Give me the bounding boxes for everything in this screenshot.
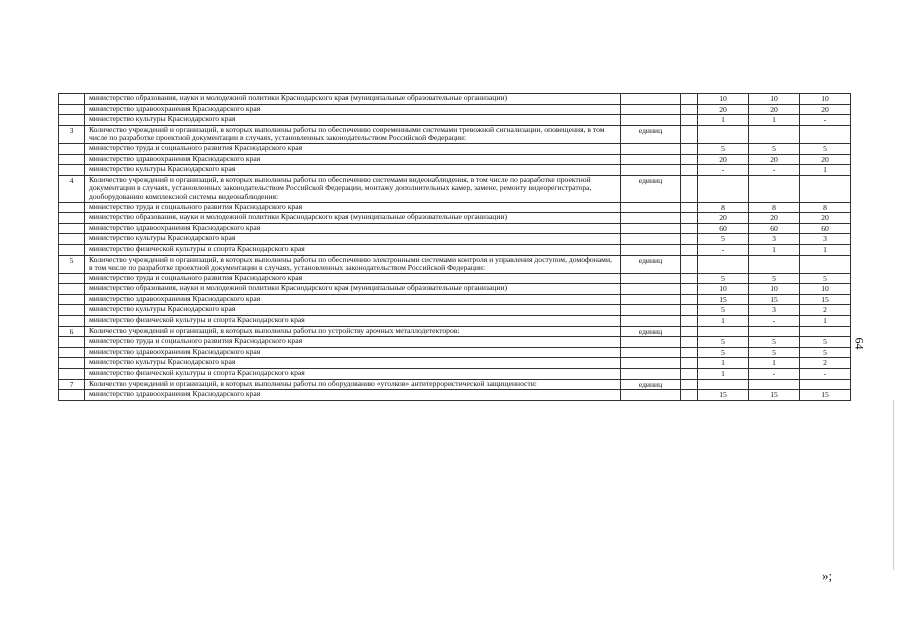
row-unit bbox=[621, 294, 681, 305]
row-value-1 bbox=[698, 175, 749, 202]
row-number bbox=[59, 390, 85, 401]
row-value-2: 1 bbox=[749, 244, 800, 255]
row-unit bbox=[621, 143, 681, 154]
row-gap bbox=[681, 255, 698, 273]
row-value-3: - bbox=[800, 115, 851, 126]
row-number: 5 bbox=[59, 255, 85, 273]
row-description: министерство здравоохранения Краснодарского края bbox=[85, 104, 621, 115]
row-unit: единиц bbox=[621, 255, 681, 273]
row-unit bbox=[621, 358, 681, 369]
ministry-row bbox=[59, 358, 851, 369]
row-gap bbox=[681, 284, 698, 295]
row-value-2: 5 bbox=[749, 337, 800, 348]
row-value-3: 8 bbox=[800, 202, 851, 213]
indicators-table bbox=[58, 93, 851, 401]
row-description: министерство физической культуры и спорта Краснодарского края bbox=[85, 369, 621, 380]
row-value-2: 3 bbox=[749, 305, 800, 316]
row-value-2: - bbox=[749, 369, 800, 380]
row-description: министерство образования, науки и молодежной политики Краснодарского края (муниципальные образовательные организации) bbox=[85, 284, 621, 295]
row-description: Количество учреждений и организаций, в которых выполнены работы по оборудованию «уголков» антитеррористической защищенности: bbox=[85, 379, 621, 390]
row-description: министерство физической культуры и спорта Краснодарского края bbox=[85, 244, 621, 255]
row-value-1: 10 bbox=[698, 94, 749, 105]
row-unit bbox=[621, 104, 681, 115]
indicator-row bbox=[59, 175, 851, 202]
row-value-1: 5 bbox=[698, 234, 749, 245]
row-unit bbox=[621, 154, 681, 165]
indicator-row bbox=[59, 125, 851, 143]
row-value-3: 2 bbox=[800, 358, 851, 369]
row-value-3: 5 bbox=[800, 347, 851, 358]
row-value-2 bbox=[749, 255, 800, 273]
row-unit bbox=[621, 369, 681, 380]
ministry-row bbox=[59, 347, 851, 358]
row-value-2: 1 bbox=[749, 358, 800, 369]
row-description: министерство здравоохранения Краснодарского края bbox=[85, 154, 621, 165]
row-unit bbox=[621, 115, 681, 126]
row-unit: единиц bbox=[621, 326, 681, 337]
row-number bbox=[59, 284, 85, 295]
row-value-2: 20 bbox=[749, 213, 800, 224]
row-description: министерство здравоохранения Краснодарского края bbox=[85, 223, 621, 234]
row-gap bbox=[681, 154, 698, 165]
row-value-1: 1 bbox=[698, 115, 749, 126]
ministry-row bbox=[59, 165, 851, 176]
row-value-2 bbox=[749, 175, 800, 202]
row-value-2: - bbox=[749, 316, 800, 327]
row-value-2: 1 bbox=[749, 115, 800, 126]
row-number bbox=[59, 234, 85, 245]
row-unit bbox=[621, 390, 681, 401]
row-description: Количество учреждений и организаций, в которых выполнены работы по обеспечению электронными системами контроля и управления доступом, домофонами, в том числе по разработке проектной документации в случаях, установленных законодательством Российской Федерации: bbox=[85, 255, 621, 273]
row-gap bbox=[681, 175, 698, 202]
row-value-2: 8 bbox=[749, 202, 800, 213]
row-gap bbox=[681, 358, 698, 369]
ministry-row bbox=[59, 154, 851, 165]
ministry-row bbox=[59, 390, 851, 401]
row-gap bbox=[681, 294, 698, 305]
row-number: 3 bbox=[59, 125, 85, 143]
row-unit bbox=[621, 223, 681, 234]
row-value-2: - bbox=[749, 165, 800, 176]
row-value-3: 1 bbox=[800, 244, 851, 255]
row-description: Количество учреждений и организаций, в которых выполнены работы по обеспечению современными системами тревожной сигнализации, оповещения, в том числе по разработке проектной документации в случаях, установленных законодательством Российской Федерации: bbox=[85, 125, 621, 143]
row-value-3: 5 bbox=[800, 337, 851, 348]
row-unit bbox=[621, 316, 681, 327]
row-description: министерство культуры Краснодарского края bbox=[85, 358, 621, 369]
row-gap bbox=[681, 115, 698, 126]
row-gap bbox=[681, 94, 698, 105]
row-unit bbox=[621, 305, 681, 316]
row-unit bbox=[621, 284, 681, 295]
row-value-1: 20 bbox=[698, 104, 749, 115]
row-value-1: 15 bbox=[698, 294, 749, 305]
row-number bbox=[59, 104, 85, 115]
row-value-3: 15 bbox=[800, 294, 851, 305]
table-body bbox=[59, 94, 851, 401]
row-value-1: 20 bbox=[698, 213, 749, 224]
row-number: 7 bbox=[59, 379, 85, 390]
row-value-3: 15 bbox=[800, 390, 851, 401]
row-gap bbox=[681, 347, 698, 358]
row-value-3: 3 bbox=[800, 234, 851, 245]
ministry-row bbox=[59, 305, 851, 316]
row-value-3 bbox=[800, 175, 851, 202]
row-unit: единиц bbox=[621, 125, 681, 143]
row-value-1: 5 bbox=[698, 273, 749, 284]
row-description: министерство культуры Краснодарского края bbox=[85, 305, 621, 316]
row-value-1: 1 bbox=[698, 358, 749, 369]
ministry-row bbox=[59, 115, 851, 126]
row-value-1: - bbox=[698, 165, 749, 176]
ministry-row bbox=[59, 273, 851, 284]
row-gap bbox=[681, 104, 698, 115]
row-gap bbox=[681, 316, 698, 327]
row-number bbox=[59, 165, 85, 176]
row-unit bbox=[621, 94, 681, 105]
ministry-row bbox=[59, 234, 851, 245]
row-gap bbox=[681, 223, 698, 234]
row-description: министерство здравоохранения Краснодарского края bbox=[85, 347, 621, 358]
row-number bbox=[59, 213, 85, 224]
row-value-1: 5 bbox=[698, 337, 749, 348]
row-description: министерство труда и социального развития Краснодарского края bbox=[85, 202, 621, 213]
row-value-3 bbox=[800, 379, 851, 390]
row-description: министерство культуры Краснодарского края bbox=[85, 115, 621, 126]
row-unit: единиц bbox=[621, 175, 681, 202]
row-unit bbox=[621, 347, 681, 358]
row-number: 6 bbox=[59, 326, 85, 337]
row-number bbox=[59, 223, 85, 234]
row-gap bbox=[681, 337, 698, 348]
row-description: министерство культуры Краснодарского края bbox=[85, 165, 621, 176]
row-description: Количество учреждений и организаций, в которых выполнены работы по устройству арочных металлодетекторов: bbox=[85, 326, 621, 337]
row-value-3: 60 bbox=[800, 223, 851, 234]
row-value-1 bbox=[698, 326, 749, 337]
row-description: министерство образования, науки и молодежной политики Краснодарского края (муниципальные образовательные организации) bbox=[85, 213, 621, 224]
row-number bbox=[59, 244, 85, 255]
row-value-3: 5 bbox=[800, 143, 851, 154]
row-value-3: 5 bbox=[800, 273, 851, 284]
row-value-2: 20 bbox=[749, 104, 800, 115]
row-gap bbox=[681, 305, 698, 316]
row-value-1: 5 bbox=[698, 347, 749, 358]
row-gap bbox=[681, 273, 698, 284]
ministry-row bbox=[59, 284, 851, 295]
row-description: министерство физической культуры и спорта Краснодарского края bbox=[85, 316, 621, 327]
ministry-row bbox=[59, 213, 851, 224]
indicator-row bbox=[59, 255, 851, 273]
row-value-1: 5 bbox=[698, 143, 749, 154]
row-value-1 bbox=[698, 125, 749, 143]
row-value-3: 1 bbox=[800, 165, 851, 176]
row-value-1 bbox=[698, 379, 749, 390]
row-value-2: 3 bbox=[749, 234, 800, 245]
row-description: министерство культуры Краснодарского края bbox=[85, 234, 621, 245]
row-value-3: 10 bbox=[800, 94, 851, 105]
ministry-row bbox=[59, 337, 851, 348]
ministry-row bbox=[59, 104, 851, 115]
row-gap bbox=[681, 244, 698, 255]
row-unit: единиц bbox=[621, 379, 681, 390]
row-gap bbox=[681, 165, 698, 176]
row-number bbox=[59, 369, 85, 380]
row-gap bbox=[681, 390, 698, 401]
row-value-2 bbox=[749, 125, 800, 143]
row-value-2: 15 bbox=[749, 390, 800, 401]
ministry-row bbox=[59, 294, 851, 305]
ministry-row bbox=[59, 316, 851, 327]
margin-line bbox=[893, 400, 894, 570]
row-value-2: 5 bbox=[749, 143, 800, 154]
row-value-3 bbox=[800, 326, 851, 337]
row-value-3: 2 bbox=[800, 305, 851, 316]
row-value-2: 60 bbox=[749, 223, 800, 234]
row-value-3: 10 bbox=[800, 284, 851, 295]
row-unit bbox=[621, 202, 681, 213]
row-value-2: 5 bbox=[749, 273, 800, 284]
row-value-3: - bbox=[800, 369, 851, 380]
row-value-3 bbox=[800, 125, 851, 143]
row-value-2 bbox=[749, 379, 800, 390]
row-value-1: 20 bbox=[698, 154, 749, 165]
row-value-2 bbox=[749, 326, 800, 337]
row-number bbox=[59, 154, 85, 165]
row-value-1: 8 bbox=[698, 202, 749, 213]
row-number bbox=[59, 305, 85, 316]
row-number bbox=[59, 347, 85, 358]
row-value-1: 10 bbox=[698, 284, 749, 295]
ministry-row bbox=[59, 369, 851, 380]
end-mark: »; bbox=[822, 568, 833, 583]
row-gap bbox=[681, 326, 698, 337]
row-description: министерство здравоохранения Краснодарского края bbox=[85, 294, 621, 305]
row-description: министерство образования, науки и молодежной политики Краснодарского края (муниципальные образовательные организации) bbox=[85, 94, 621, 105]
row-value-2: 15 bbox=[749, 294, 800, 305]
row-unit bbox=[621, 337, 681, 348]
row-gap bbox=[681, 369, 698, 380]
row-unit bbox=[621, 244, 681, 255]
row-value-3: 20 bbox=[800, 154, 851, 165]
indicator-row bbox=[59, 326, 851, 337]
row-number bbox=[59, 94, 85, 105]
row-value-1: 1 bbox=[698, 369, 749, 380]
row-value-3 bbox=[800, 255, 851, 273]
row-value-2: 5 bbox=[749, 347, 800, 358]
row-description: министерство труда и социального развития Краснодарского края bbox=[85, 273, 621, 284]
row-value-2: 10 bbox=[749, 284, 800, 295]
ministry-row bbox=[59, 94, 851, 105]
row-number bbox=[59, 358, 85, 369]
row-unit bbox=[621, 273, 681, 284]
row-number: 4 bbox=[59, 175, 85, 202]
row-description: министерство труда и социального развития Краснодарского края bbox=[85, 337, 621, 348]
row-unit bbox=[621, 213, 681, 224]
row-number bbox=[59, 273, 85, 284]
row-value-1: 60 bbox=[698, 223, 749, 234]
row-number bbox=[59, 294, 85, 305]
row-gap bbox=[681, 143, 698, 154]
row-gap bbox=[681, 379, 698, 390]
row-value-3: 20 bbox=[800, 104, 851, 115]
ministry-row bbox=[59, 244, 851, 255]
row-number bbox=[59, 316, 85, 327]
ministry-row bbox=[59, 202, 851, 213]
row-value-1: 5 bbox=[698, 305, 749, 316]
row-value-1: - bbox=[698, 244, 749, 255]
row-gap bbox=[681, 202, 698, 213]
row-gap bbox=[681, 213, 698, 224]
row-number bbox=[59, 143, 85, 154]
row-gap bbox=[681, 125, 698, 143]
row-number bbox=[59, 115, 85, 126]
ministry-row bbox=[59, 143, 851, 154]
row-unit bbox=[621, 165, 681, 176]
row-unit bbox=[621, 234, 681, 245]
page-number: 64 bbox=[852, 337, 867, 350]
row-description: Количество учреждений и организаций, в которых выполнены работы по обеспечению системами видеонаблюдения, в том числе по разработке проектной документации в случаях, установленных законодательством Российской Федерации, монтажу дополнительных камер, замене, ремонту видеорегистратора, дооборудованию комплексной системы видеонаблюдения: bbox=[85, 175, 621, 202]
row-value-1: 1 bbox=[698, 316, 749, 327]
row-description: министерство здравоохранения Краснодарского края bbox=[85, 390, 621, 401]
row-number bbox=[59, 337, 85, 348]
row-number bbox=[59, 202, 85, 213]
row-value-1: 15 bbox=[698, 390, 749, 401]
row-value-3: 1 bbox=[800, 316, 851, 327]
row-gap bbox=[681, 234, 698, 245]
row-value-3: 20 bbox=[800, 213, 851, 224]
row-value-2: 10 bbox=[749, 94, 800, 105]
indicator-row bbox=[59, 379, 851, 390]
row-value-2: 20 bbox=[749, 154, 800, 165]
row-description: министерство труда и социального развития Краснодарского края bbox=[85, 143, 621, 154]
ministry-row bbox=[59, 223, 851, 234]
row-value-1 bbox=[698, 255, 749, 273]
